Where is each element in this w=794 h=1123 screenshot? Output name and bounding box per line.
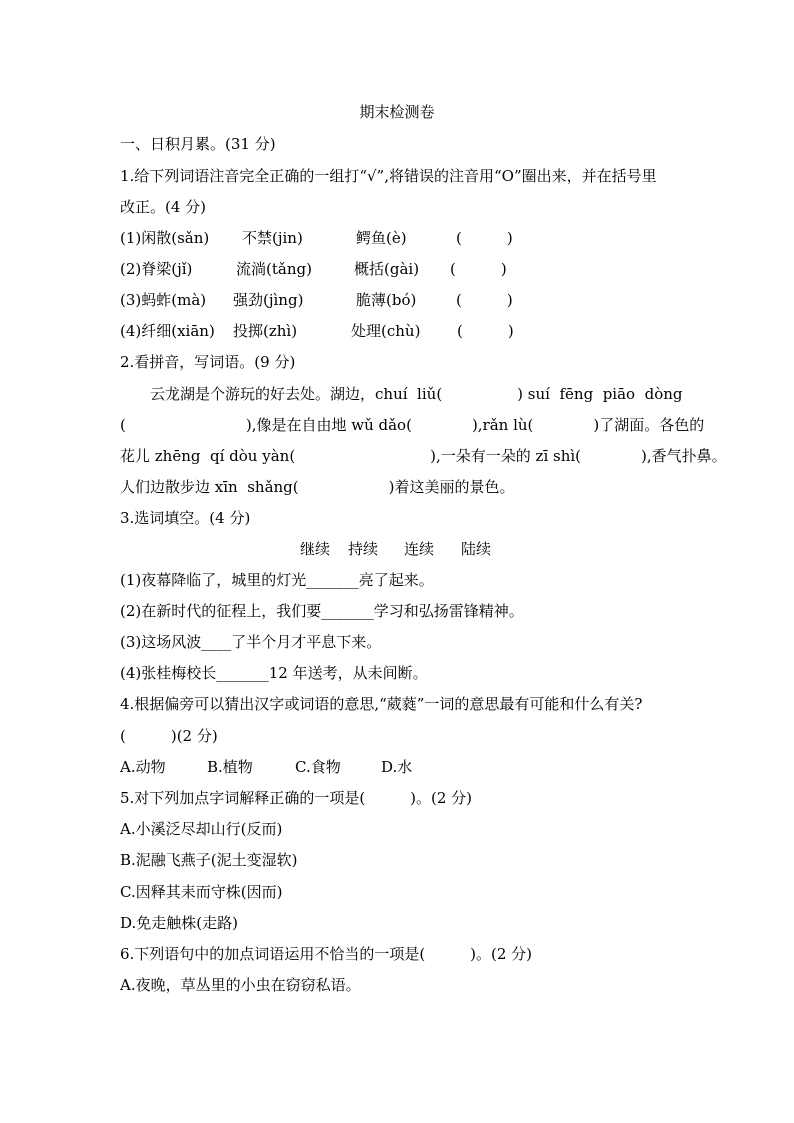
q1-row1-word3: 鳄鱼(è)	[356, 229, 407, 247]
page-title: 期末检测卷	[359, 103, 435, 121]
q1-row3-word3: 脆薄(bó)	[356, 291, 417, 309]
q3-item: (3)这场风波____了半个月才平息下来。	[120, 633, 382, 651]
q1-text-cont: 改正。(4 分)	[120, 198, 207, 216]
q1-row3-word2: 强劲(jìng)	[233, 291, 304, 309]
q2-paragraph-line2: ( ),像是在自由地 wǔ dǎo( ),rǎn lù( )了湖面。各色的	[120, 416, 705, 434]
q4-text: 4.根据偏旁可以猜出汉字或词语的意思,“葳蕤”一词的意思最有可能和什么有关?	[120, 695, 643, 713]
q2-paragraph-line1: 云龙湖是个游玩的好去处。湖边，chuí liǔ( ) suí fēng piāo dòng	[150, 385, 683, 403]
q3-word-option: 继续	[300, 540, 331, 558]
q3-item: (4)张桂梅校长_______12 年送考，从未间断。	[120, 664, 428, 682]
q4-option-b: B.植物	[207, 758, 253, 776]
q6-heading: 6.下列语句中的加点词语运用不恰当的一项是( )。(2 分)	[120, 945, 533, 963]
q1-row4-word1: (4)纤细(xiān)	[120, 322, 215, 340]
q5-option: D.免走触株(走路)	[120, 914, 238, 932]
q1-row4-answer[interactable]: ( )	[457, 322, 514, 340]
q1-text: 1.给下列词语注音完全正确的一组打“√”,将错误的注音用“O”圈出来，并在括号里	[120, 167, 657, 185]
q1-row3-answer[interactable]: ( )	[456, 291, 513, 309]
q1-row1-answer[interactable]: ( )	[456, 229, 513, 247]
q3-word-option: 陆续	[461, 540, 492, 558]
q3-heading: 3.选词填空。(4 分)	[120, 509, 251, 527]
q1-row3-word1: (3)蚂蚱(mà)	[120, 291, 207, 309]
section-heading: 一、日积月累。(31 分)	[120, 135, 276, 153]
q3-word-option: 连续	[404, 540, 435, 558]
q1-row1-word1: (1)闲散(sǎn)	[120, 229, 210, 247]
q1-row2-answer[interactable]: ( )	[450, 260, 507, 278]
q5-option: B.泥融飞燕子(泥土变湿软)	[120, 851, 298, 869]
q5-option: C.因释其耒而守株(因而)	[120, 883, 283, 901]
q1-row4-word3: 处理(chù)	[351, 322, 421, 340]
q3-item: (1)夜幕降临了，城里的灯光_______亮了起来。	[120, 571, 434, 589]
q3-item: (2)在新时代的征程上，我们要_______学习和弘扬雷锋精神。	[120, 602, 524, 620]
q1-row1-word2: 不禁(jin)	[242, 229, 303, 247]
q4-answer-blank: ( )(2 分)	[120, 727, 218, 745]
q1-row4-word2: 投掷(zhì)	[233, 322, 298, 340]
q6-option: A.夜晚，草丛里的小虫在窃窃私语。	[120, 976, 361, 994]
q2-paragraph-line3: 花儿 zhēng qí dòu yàn( ),一朵有一朵的 zī shì( ),香气扑鼻。	[120, 447, 727, 465]
q5-option: A.小溪泛尽却山行(反而)	[120, 820, 283, 838]
q4-option-a: A.动物	[120, 758, 166, 776]
q3-word-option: 持续	[348, 540, 379, 558]
q2-heading: 2.看拼音，写词语。(9 分)	[120, 353, 296, 371]
q4-option-c: C.食物	[295, 758, 341, 776]
q1-row2-word1: (2)脊梁(jǐ)	[120, 260, 193, 278]
q5-heading: 5.对下列加点字词解释正确的一项是( )。(2 分)	[120, 789, 473, 807]
q1-row2-word3: 概括(gài)	[354, 260, 420, 278]
q1-row2-word2: 流淌(tǎng)	[236, 260, 312, 278]
q4-option-d: D.水	[381, 758, 413, 776]
q2-paragraph-line4: 人们边散步边 xīn shǎng( )着这美丽的景色。	[120, 478, 515, 496]
